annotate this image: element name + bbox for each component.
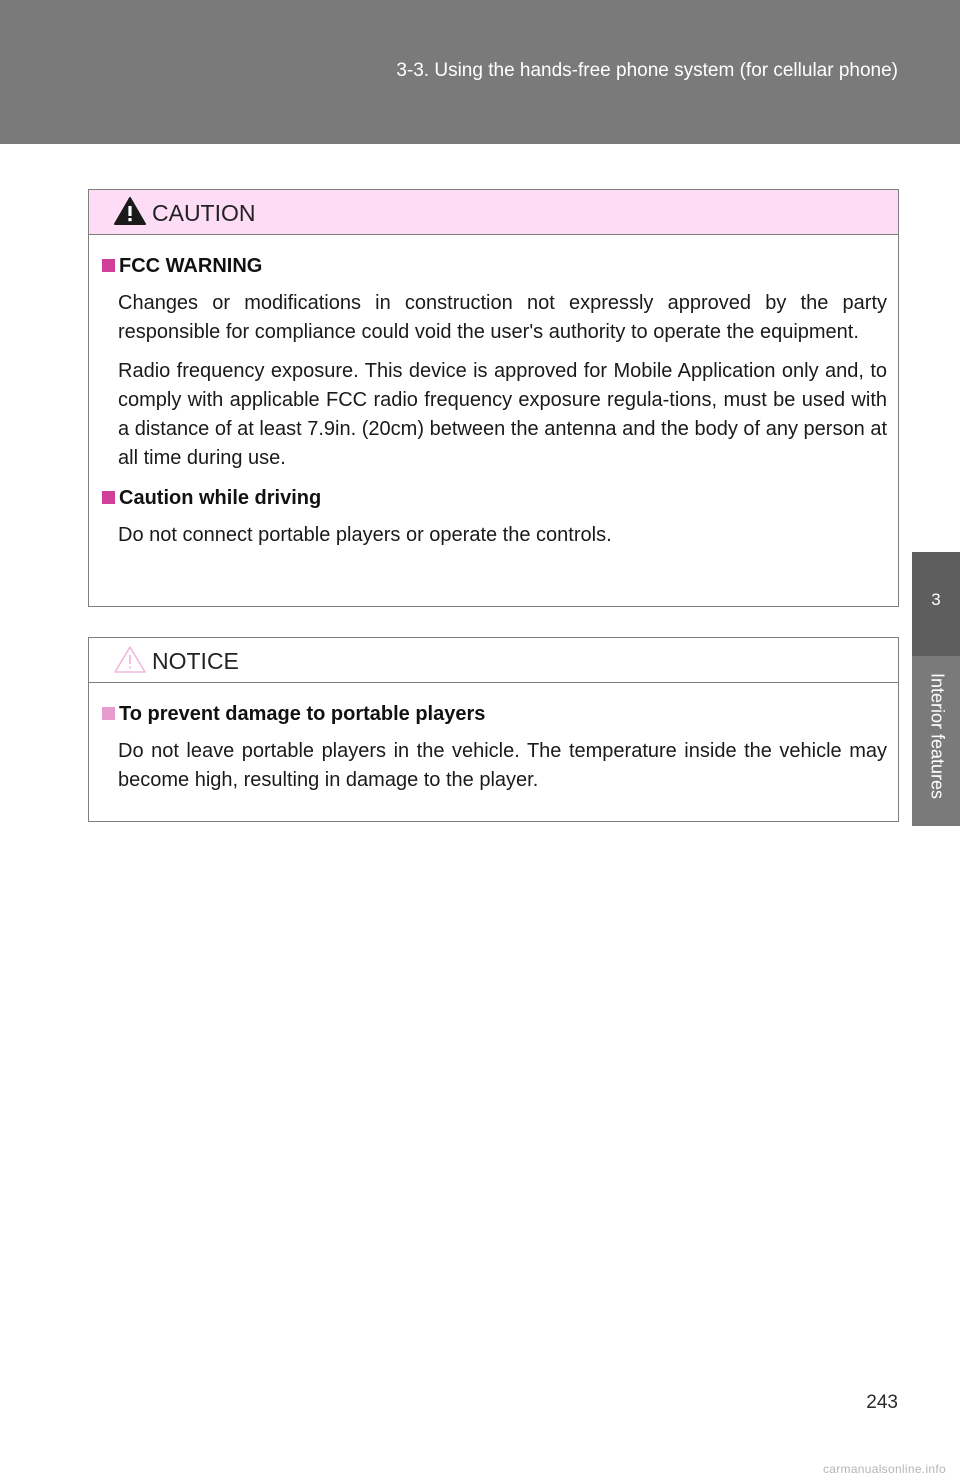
- section-heading-text: To prevent damage to portable players: [119, 703, 486, 725]
- paragraph: Do not leave portable players in the vehicle. The temperature inside the vehicle may become high, resulting in damage to the player.: [118, 740, 887, 791]
- chapter-tab: [912, 552, 960, 656]
- square-bullet-icon: [102, 259, 115, 272]
- section-heading: [101, 251, 887, 281]
- section-heading: [101, 483, 887, 513]
- paragraph: Changes or modifications in construction not expressly approved by the party responsible for compliance could void the user's authority to operate the equipment.: [118, 292, 887, 343]
- notice-box: [88, 637, 899, 822]
- section-heading-text: Caution while driving: [119, 487, 322, 509]
- paragraph: Radio frequency exposure. This device is approved for Mobile Application only and, to comply with applicable FCC radio frequency exposure regula-tions, must be used with a distance of at least 7.9in. (20cm) between the antenna and the body of any person at all time during use.: [118, 360, 887, 469]
- caution-box: [88, 189, 899, 607]
- watermark: carmanualsonline.info: [822, 1462, 946, 1476]
- caution-label: CAUTION: [152, 200, 256, 226]
- chapter-label-strip: [912, 656, 960, 826]
- section-heading-text: FCC WARNING: [119, 255, 263, 277]
- section-heading: [101, 699, 887, 729]
- notice-header: [89, 638, 898, 683]
- paragraph: Do not connect portable players or operate the controls.: [118, 524, 612, 546]
- warning-triangle-filled-icon: [113, 196, 147, 226]
- page-header: [0, 0, 960, 144]
- warning-triangle-outline-icon: [113, 644, 147, 674]
- notice-label: NOTICE: [152, 648, 239, 674]
- caution-header: [89, 190, 898, 235]
- notice-body: [89, 683, 898, 795]
- caution-body: [89, 235, 898, 550]
- chapter-number: 3: [931, 590, 941, 609]
- chapter-label: Interior features: [927, 672, 948, 800]
- page-number: 243: [866, 1392, 898, 1413]
- square-bullet-icon: [102, 707, 115, 720]
- section-title: 3-3. Using the hands-free phone system (for cellular phone): [396, 60, 898, 81]
- square-bullet-icon: [102, 491, 115, 504]
